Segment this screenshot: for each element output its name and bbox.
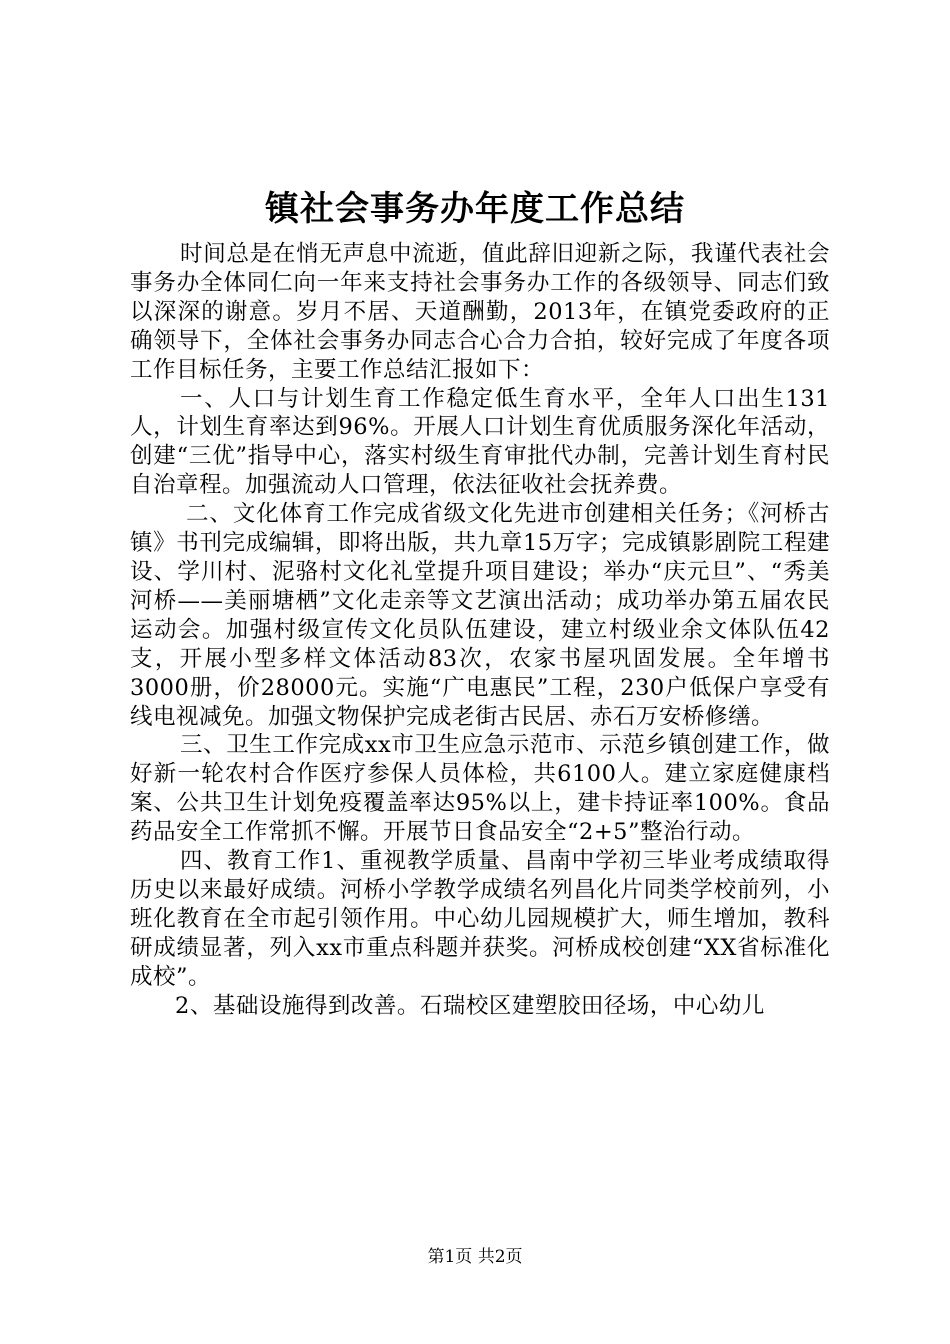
page-number-footer: 第1页 共2页 [427, 1247, 523, 1267]
paragraph-education: 四、教育工作1、重视教学质量、昌南中学初三毕业考成绩取得历史以来最好成绩。河桥小学教学成绩名列昌化片同类学校前列，小班化教育在全市起引领作用。中心幼儿园规模扩大，师生增加，教科研成绩显著，列入xx市重点科题并获奖。河桥成校创建“XX省标准化成校”。 [130, 848, 830, 990]
paragraph-infrastructure: 2、基础设施得到改善。石瑞校区建塑胶田径场，中心幼儿 [175, 992, 765, 1019]
document-body [130, 240, 830, 1020]
paragraph-intro: 时间总是在悄无声息中流逝，值此辞旧迎新之际，我谨代表社会事务办全体同仁向一年来支持社会事务办工作的各级领导、同志们致以深深的谢意。岁月不居、天道酬勤，2013年，在镇党委政府的正确领导下，全体社会事务办同志合心合力合拍，较好完成了年度各项工作目标任务，主要工作总结汇报如下： [130, 241, 830, 383]
paragraph-health: 三、卫生工作完成xx市卫生应急示范市、示范乡镇创建工作，做好新一轮农村合作医疗参保人员体检，共6100人。建立家庭健康档案、公共卫生计划免疫覆盖率达95%以上，建卡持证率100%。食品药品安全工作常抓不懈。开展节日食品安全“2+5”整治行动。 [130, 732, 830, 846]
paragraph-population-planning: 一、人口与计划生育工作稳定低生育水平，全年人口出生131人，计划生育率达到96%。开展人口计划生育优质服务深化年活动，创建“三优”指导中心，落实村级生育审批代办制，完善计划生育村民自治章程。加强流动人口管理，依法征收社会抚养费。 [130, 385, 830, 499]
document-title: 镇社会事务办年度工作总结 [265, 189, 685, 229]
paragraph-culture-sports: 二、文化体育工作完成省级文化先进市创建相关任务；《河桥古镇》书刊完成编辑，即将出版，共九章15万字；完成镇影剧院工程建设、学川村、泥骆村文化礼堂提升项目建设；举办“庆元旦”、“秀美河桥——美丽塘栖”文化走亲等文艺演出活动；成功举办第五届农民运动会。加强村级宣传文化员队伍建设，建立村级业余文体队伍42支，开展小型多样文体活动83次，农家书屋巩固发展。全年增书3000册，价28000元。实施“广电惠民”工程，230户低保户享受有线电视减免。加强文物保护完成老街古民居、赤石万安桥修缮。 [130, 501, 830, 730]
